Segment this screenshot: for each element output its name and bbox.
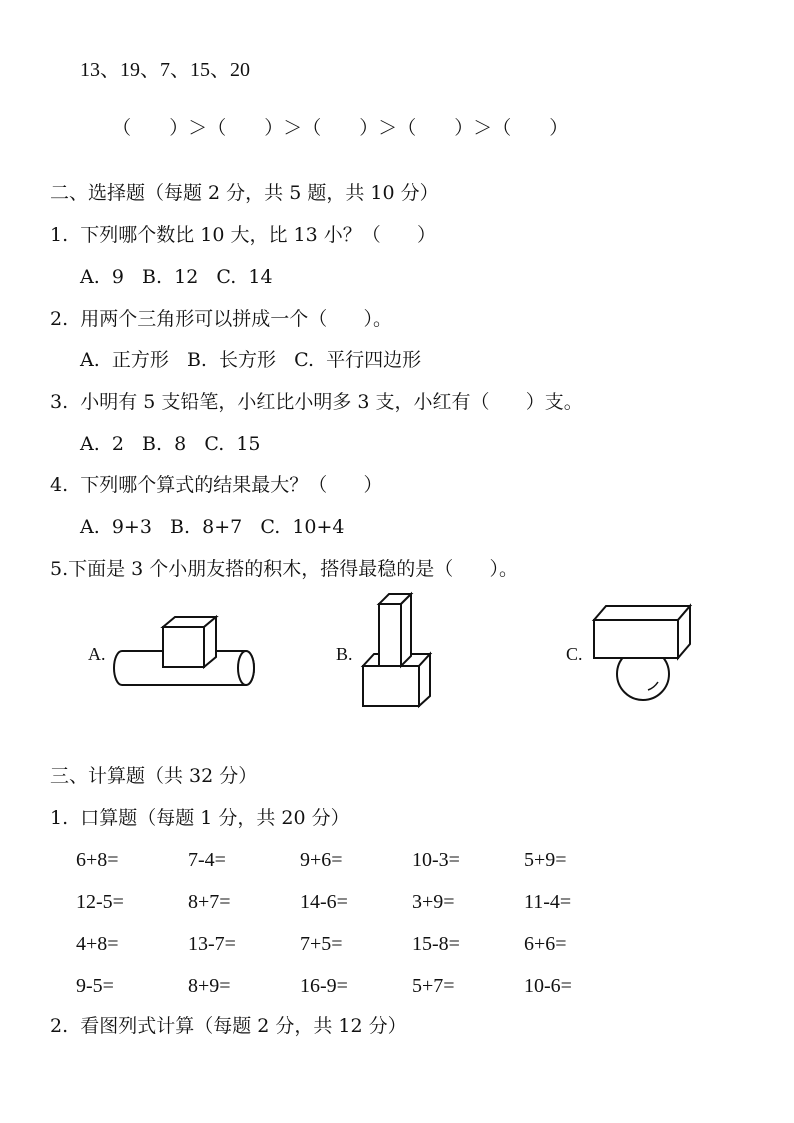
calc-item: 7+5= bbox=[300, 933, 343, 955]
calc-item: 9-5= bbox=[76, 975, 114, 997]
calc-item: 7-4= bbox=[188, 849, 226, 871]
question-4-options: A. 9+3 B. 8+7 C. 10+4 bbox=[80, 516, 345, 538]
ordering-blanks bbox=[88, 100, 568, 157]
calc-item: 15-8= bbox=[412, 933, 460, 955]
section3-title: 三、计算题（共 32 分） bbox=[50, 765, 258, 787]
figure-c-label: C. bbox=[566, 644, 583, 664]
question-1-stem: 1. 下列哪个数比 10 大，比 13 小？（ ） bbox=[50, 224, 436, 246]
calc-item: 10-6= bbox=[524, 975, 572, 997]
figure-b-label: B. bbox=[336, 644, 353, 664]
blank-gt-1: ）＞（ bbox=[169, 117, 227, 139]
cube-on-cylinder-figure bbox=[108, 605, 268, 695]
question-2-stem: 2. 用两个三角形可以拼成一个（ ）。 bbox=[50, 308, 392, 330]
blank-gt-2: ）＞（ bbox=[264, 117, 322, 139]
calc-item: 13-7= bbox=[188, 933, 236, 955]
calc-item: 16-9= bbox=[300, 975, 348, 997]
ordering-numbers: 13、19、7、15、20 bbox=[80, 59, 250, 81]
calc-item: 6+8= bbox=[76, 849, 119, 871]
calc-item: 9+6= bbox=[300, 849, 343, 871]
calc-item: 11-4= bbox=[524, 891, 572, 913]
section2-title: 二、选择题（每题 2 分，共 5 题，共 10 分） bbox=[50, 182, 439, 204]
calc-item: 4+8= bbox=[76, 933, 119, 955]
blank-open: （ bbox=[112, 117, 132, 139]
figure-a-label: A. bbox=[88, 644, 106, 664]
calc-item: 8+7= bbox=[188, 891, 231, 913]
calc-item: 3+9= bbox=[412, 891, 455, 913]
calc-item: 6+6= bbox=[524, 933, 567, 955]
box-on-ball-figure bbox=[588, 598, 698, 702]
calc-item: 10-3= bbox=[412, 849, 460, 871]
blank-gt-4: ）＞（ bbox=[454, 117, 512, 139]
calc-item: 14-6= bbox=[300, 891, 348, 913]
calc-item: 8+9= bbox=[188, 975, 231, 997]
blank-close: ） bbox=[549, 117, 569, 139]
calc-item: 12-5= bbox=[76, 891, 124, 913]
question-2-options: A. 正方形 B. 长方形 C. 平行四边形 bbox=[80, 349, 422, 371]
calc-item: 5+7= bbox=[412, 975, 455, 997]
question-1-options: A. 9 B. 12 C. 14 bbox=[80, 266, 273, 288]
question-4-stem: 4. 下列哪个算式的结果最大？（ ） bbox=[50, 474, 383, 496]
question-3-stem: 3. 小明有 5 支铅笔，小红比小明多 3 支，小红有（ ）支。 bbox=[50, 391, 583, 413]
block-on-cube-figure bbox=[355, 590, 445, 712]
section3-sub1: 1. 口算题（每题 1 分，共 20 分） bbox=[50, 807, 350, 829]
question-3-options: A. 2 B. 8 C. 15 bbox=[80, 433, 261, 455]
calc-item: 5+9= bbox=[524, 849, 567, 871]
section3-sub2: 2. 看图列式计算（每题 2 分，共 12 分） bbox=[50, 1015, 407, 1037]
blank-gt-3: ）＞（ bbox=[359, 117, 417, 139]
question-5-stem: 5.下面是 3 个小朋友搭的积木，搭得最稳的是（ ）。 bbox=[50, 558, 519, 580]
